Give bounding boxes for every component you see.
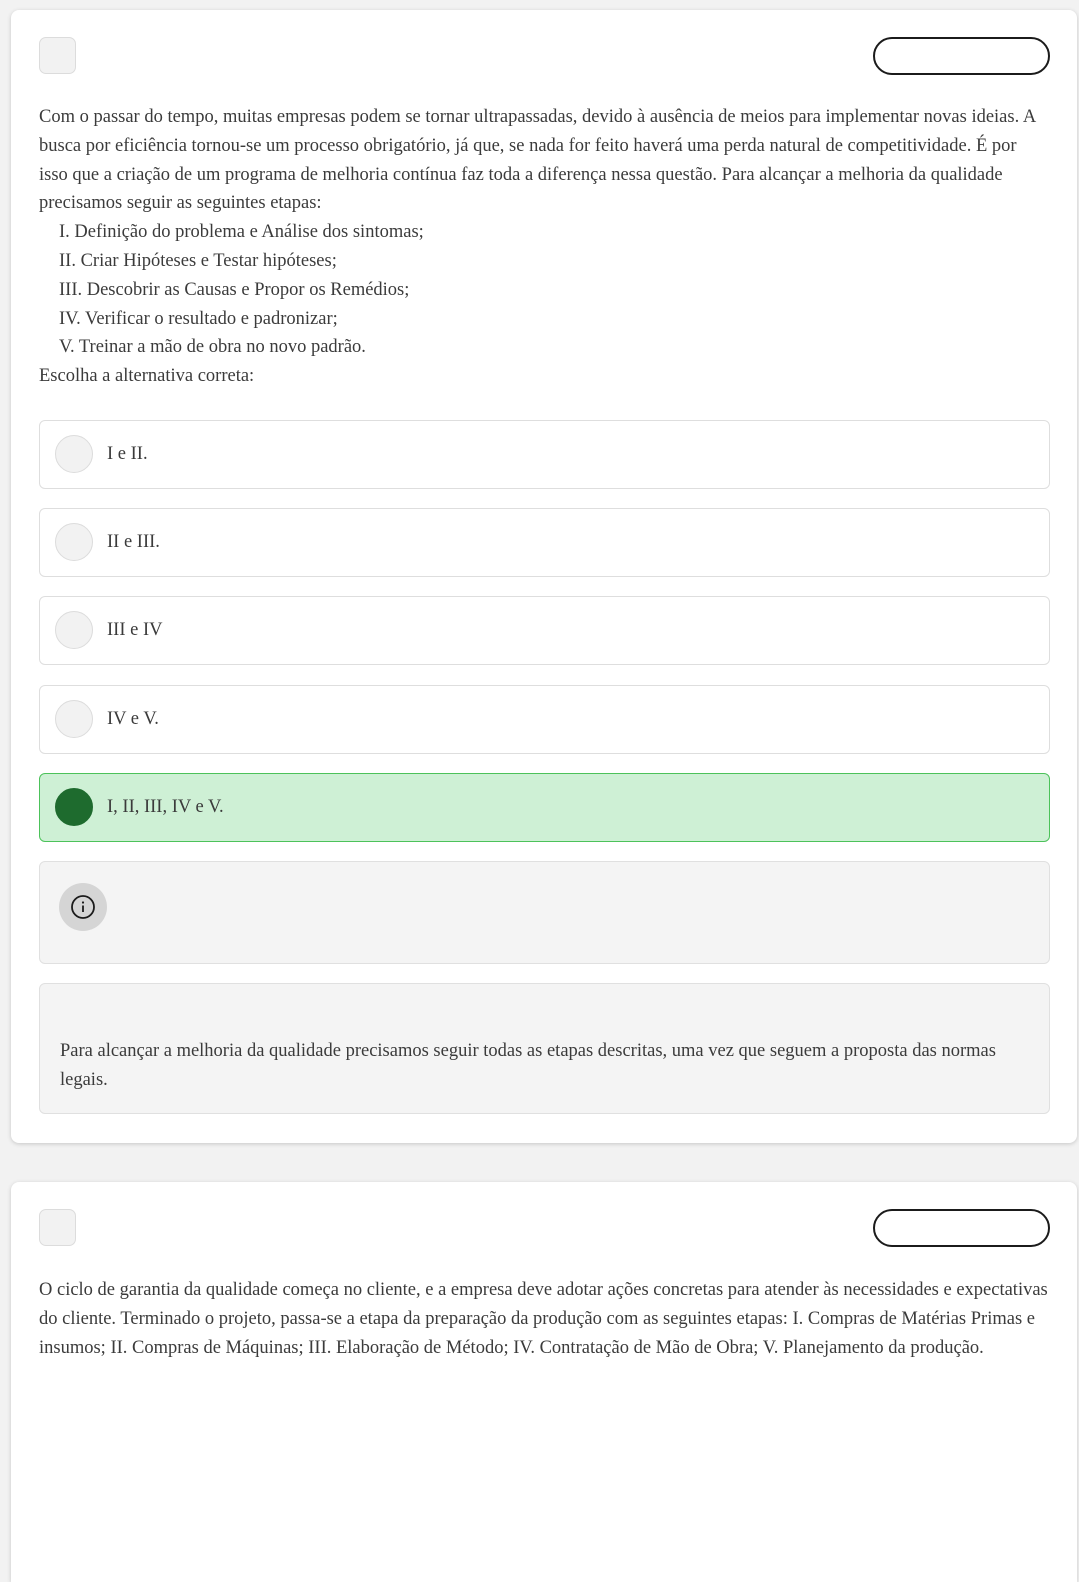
question-prompt: Escolha a alternativa correta: (39, 366, 255, 387)
explanation-text: Para alcançar a melhoria da qualidade precisamos seguir todas as etapas descritas, uma vez que seguem a proposta das normas legais. (60, 1041, 996, 1090)
answer-option-c[interactable] (39, 596, 1050, 665)
answer-option-b[interactable] (39, 508, 1050, 577)
option-label: III e IV (107, 620, 163, 640)
info-icon (59, 883, 107, 931)
question-card-2 (11, 1182, 1077, 1582)
radio-button-selected[interactable] (55, 788, 93, 826)
stem-item: II. Criar Hipóteses e Testar hipóteses; (59, 250, 337, 271)
question-number-box (39, 37, 76, 74)
radio-button[interactable] (55, 700, 93, 738)
answer-option-a[interactable] (39, 420, 1050, 489)
explanation-panel (39, 983, 1050, 1114)
radio-button[interactable] (55, 523, 93, 561)
question-card-1 (11, 10, 1077, 1143)
question-stem: O ciclo de garantia da qualidade começa no cliente, e a empresa deve adotar ações concretas para atender às necessidades e expectativas do cliente. Terminado o projeto, passa-se a etapa da preparação da produção com as seguintes etapas: I. Compras de Matérias Primas e insumos; II. Compras de Máquinas; III. Elaboração de Método; IV. Contratação de Mão de Obra; V. Planejamento da produção. (39, 1280, 1048, 1358)
radio-button[interactable] (55, 435, 93, 473)
radio-button[interactable] (55, 611, 93, 649)
question-status-pill[interactable] (873, 1209, 1050, 1247)
stem-item: III. Descobrir as Causas e Propor os Remédios; (59, 279, 410, 300)
answer-option-d[interactable] (39, 685, 1050, 754)
option-label: IV e V. (107, 709, 159, 729)
option-label: I, II, III, IV e V. (107, 797, 224, 817)
stem-item: V. Treinar a mão de obra no novo padrão. (59, 337, 366, 358)
question-stem (39, 103, 1049, 391)
feedback-info-panel (39, 861, 1050, 964)
question-status-pill[interactable] (873, 37, 1050, 75)
answer-option-e[interactable] (39, 773, 1050, 842)
stem-item: I. Definição do problema e Análise dos sintomas; (59, 222, 424, 243)
question-stem-intro: Com o passar do tempo, muitas empresas podem se tornar ultrapassadas, devido à ausência de meios para implementar novas ideias. A busca por eficiência tornou-se um processo obrigatório, já que, se nada for feito haverá uma perda natural de competitividade. É por isso que a criação de um programa de melhoria contínua faz toda a diferença nessa questão. Para alcançar a melhoria da qualidade precisamos seguir as seguintes etapas: (39, 107, 1036, 214)
option-label: II e III. (107, 532, 160, 552)
question-number-box (39, 1209, 76, 1246)
stem-item: IV. Verificar o resultado e padronizar; (59, 308, 338, 329)
option-label: I e II. (107, 444, 148, 464)
